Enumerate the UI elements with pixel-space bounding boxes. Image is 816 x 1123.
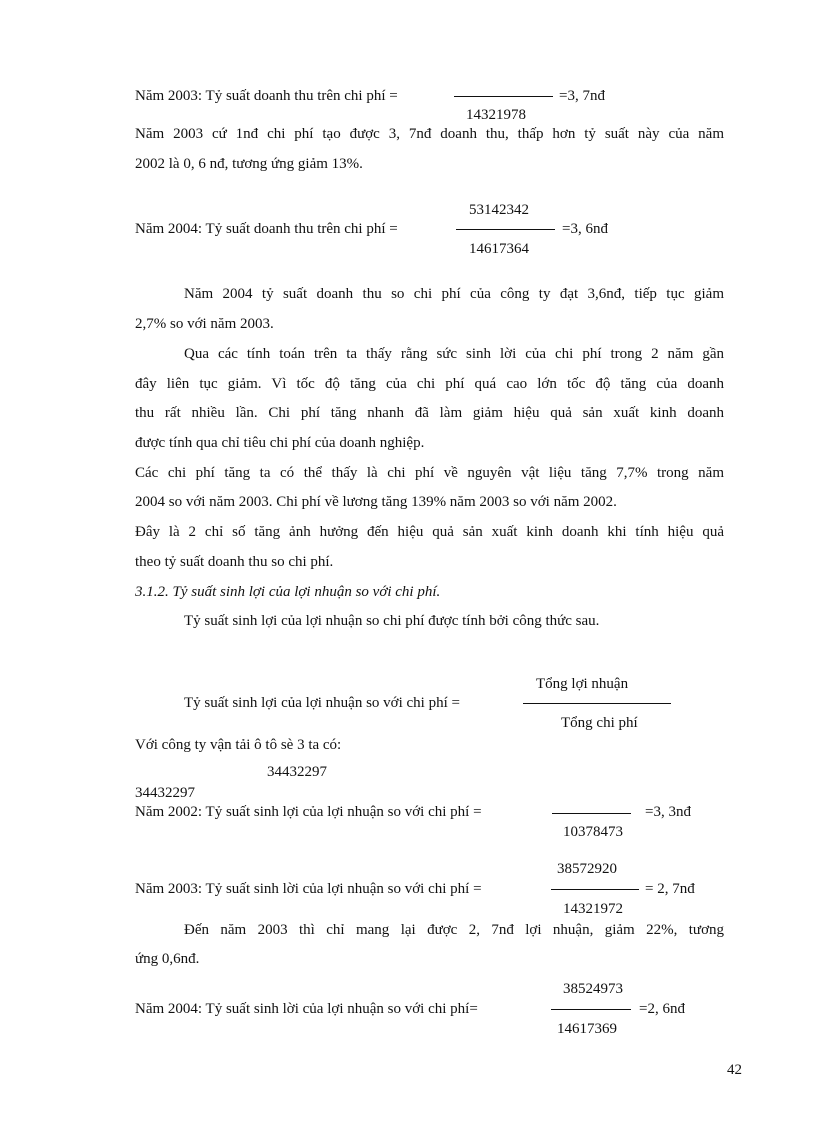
- section-heading: 3.1.2. Tỷ suất sinh lợi của lợi nhuận so với chi phí.: [135, 584, 441, 600]
- fraction-bar: [523, 703, 671, 704]
- formula-2003-revenue-label: Năm 2003: Tỷ suất doanh thu trên chi phí =: [135, 88, 398, 104]
- fraction-bar: [552, 813, 631, 814]
- formula-2004-revenue-label: Năm 2004: Tỷ suất doanh thu trên chi phí =: [135, 221, 398, 237]
- paragraph-line: Đây là 2 chỉ số tăng ảnh hưởng đến hiệu quả sản xuất kinh doanh khi tính hiệu quả: [135, 524, 724, 540]
- formula-2004-profit-result: =2, 6nđ: [639, 1001, 685, 1017]
- formula-2004-revenue-numerator: 53142342: [469, 202, 529, 218]
- formula-2003-revenue-result: =3, 7nđ: [559, 88, 605, 104]
- paragraph-line: 2,7% so với năm 2003.: [135, 316, 274, 332]
- fraction-bar: [454, 96, 553, 97]
- formula-2003-profit-result: = 2, 7nđ: [645, 881, 695, 897]
- paragraph-line: Năm 2004 tỷ suất doanh thu so chi phí của công ty đạt 3,6nđ, tiếp tục giảm: [184, 286, 724, 302]
- formula-2004-profit-denominator: 14617369: [557, 1021, 617, 1037]
- fraction-bar: [551, 1009, 631, 1010]
- paragraph-line: 2004 so với năm 2003. Chi phí về lương tăng 139% năm 2003 so với năm 2002.: [135, 494, 617, 510]
- paragraph-line: đây liên tục giảm. Vì tốc độ tăng của chi phí quá cao lớn tốc độ tăng của doanh: [135, 376, 724, 392]
- paragraph-line: Đến năm 2003 thì chỉ mang lại được 2, 7nđ lợi nhuận, giảm 22%, tương: [184, 922, 724, 938]
- paragraph-line: Tỷ suất sinh lợi của lợi nhuận so chi phí được tính bởi công thức sau.: [184, 613, 600, 629]
- formula-2004-revenue-result: =3, 6nđ: [562, 221, 608, 237]
- paragraph-line: theo tỷ suất doanh thu so chi phí.: [135, 554, 334, 570]
- formula-2004-profit-numerator: 38524973: [563, 981, 623, 997]
- fraction-bar: [551, 889, 639, 890]
- paragraph-line: ứng 0,6nđ.: [135, 951, 200, 967]
- formula-2004-revenue-denominator: 14617364: [469, 241, 529, 257]
- paragraph-line: thu rất nhiều lần. Chi phí tăng nhanh đã làm giảm hiệu quả sản xuất kinh doanh: [135, 405, 724, 421]
- formula-2004-profit-label: Năm 2004: Tỷ suất sinh lời của lợi nhuận so với chi phí=: [135, 1001, 478, 1017]
- formula-2003-revenue-denominator: 14321978: [466, 107, 526, 123]
- paragraph-line: Các chi phí tăng ta có thể thấy là chi phí về nguyên vật liệu tăng 7,7% trong năm: [135, 465, 724, 481]
- paragraph-line: Qua các tính toán trên ta thấy rằng sức sinh lời của chi phí trong 2 năm gần: [184, 346, 724, 362]
- formula-general-numerator: Tổng lợi nhuận: [536, 676, 629, 692]
- formula-2002-profit-numerator-duplicate: 34432297: [135, 785, 195, 801]
- paragraph-line: 2002 là 0, 6 nđ, tương ứng giảm 13%.: [135, 156, 363, 172]
- formula-2002-profit-result: =3, 3nđ: [645, 804, 691, 820]
- formula-2002-profit-denominator: 10378473: [563, 824, 623, 840]
- paragraph-line: được tính qua chỉ tiêu chi phí của doanh nghiệp.: [135, 435, 425, 451]
- formula-2003-profit-numerator: 38572920: [557, 861, 617, 877]
- fraction-bar: [456, 229, 555, 230]
- formula-general-denominator: Tổng chi phí: [561, 715, 638, 731]
- page-number: 42: [727, 1062, 742, 1078]
- formula-general-label: Tỷ suất sinh lợi của lợi nhuận so với chi phí =: [184, 695, 460, 711]
- paragraph-line: Với công ty vận tải ô tô sè 3 ta có:: [135, 737, 342, 753]
- formula-2003-profit-label: Năm 2003: Tỷ suất sinh lời của lợi nhuận so với chi phí =: [135, 881, 482, 897]
- paragraph-line: Năm 2003 cứ 1nđ chi phí tạo được 3, 7nđ doanh thu, thấp hơn tỷ suất này của năm: [135, 126, 724, 142]
- formula-2002-profit-label: Năm 2002: Tỷ suất sinh lợi của lợi nhuận so với chi phí =: [135, 804, 482, 820]
- formula-2003-profit-denominator: 14321972: [563, 901, 623, 917]
- formula-2002-profit-numerator: 34432297: [267, 764, 327, 780]
